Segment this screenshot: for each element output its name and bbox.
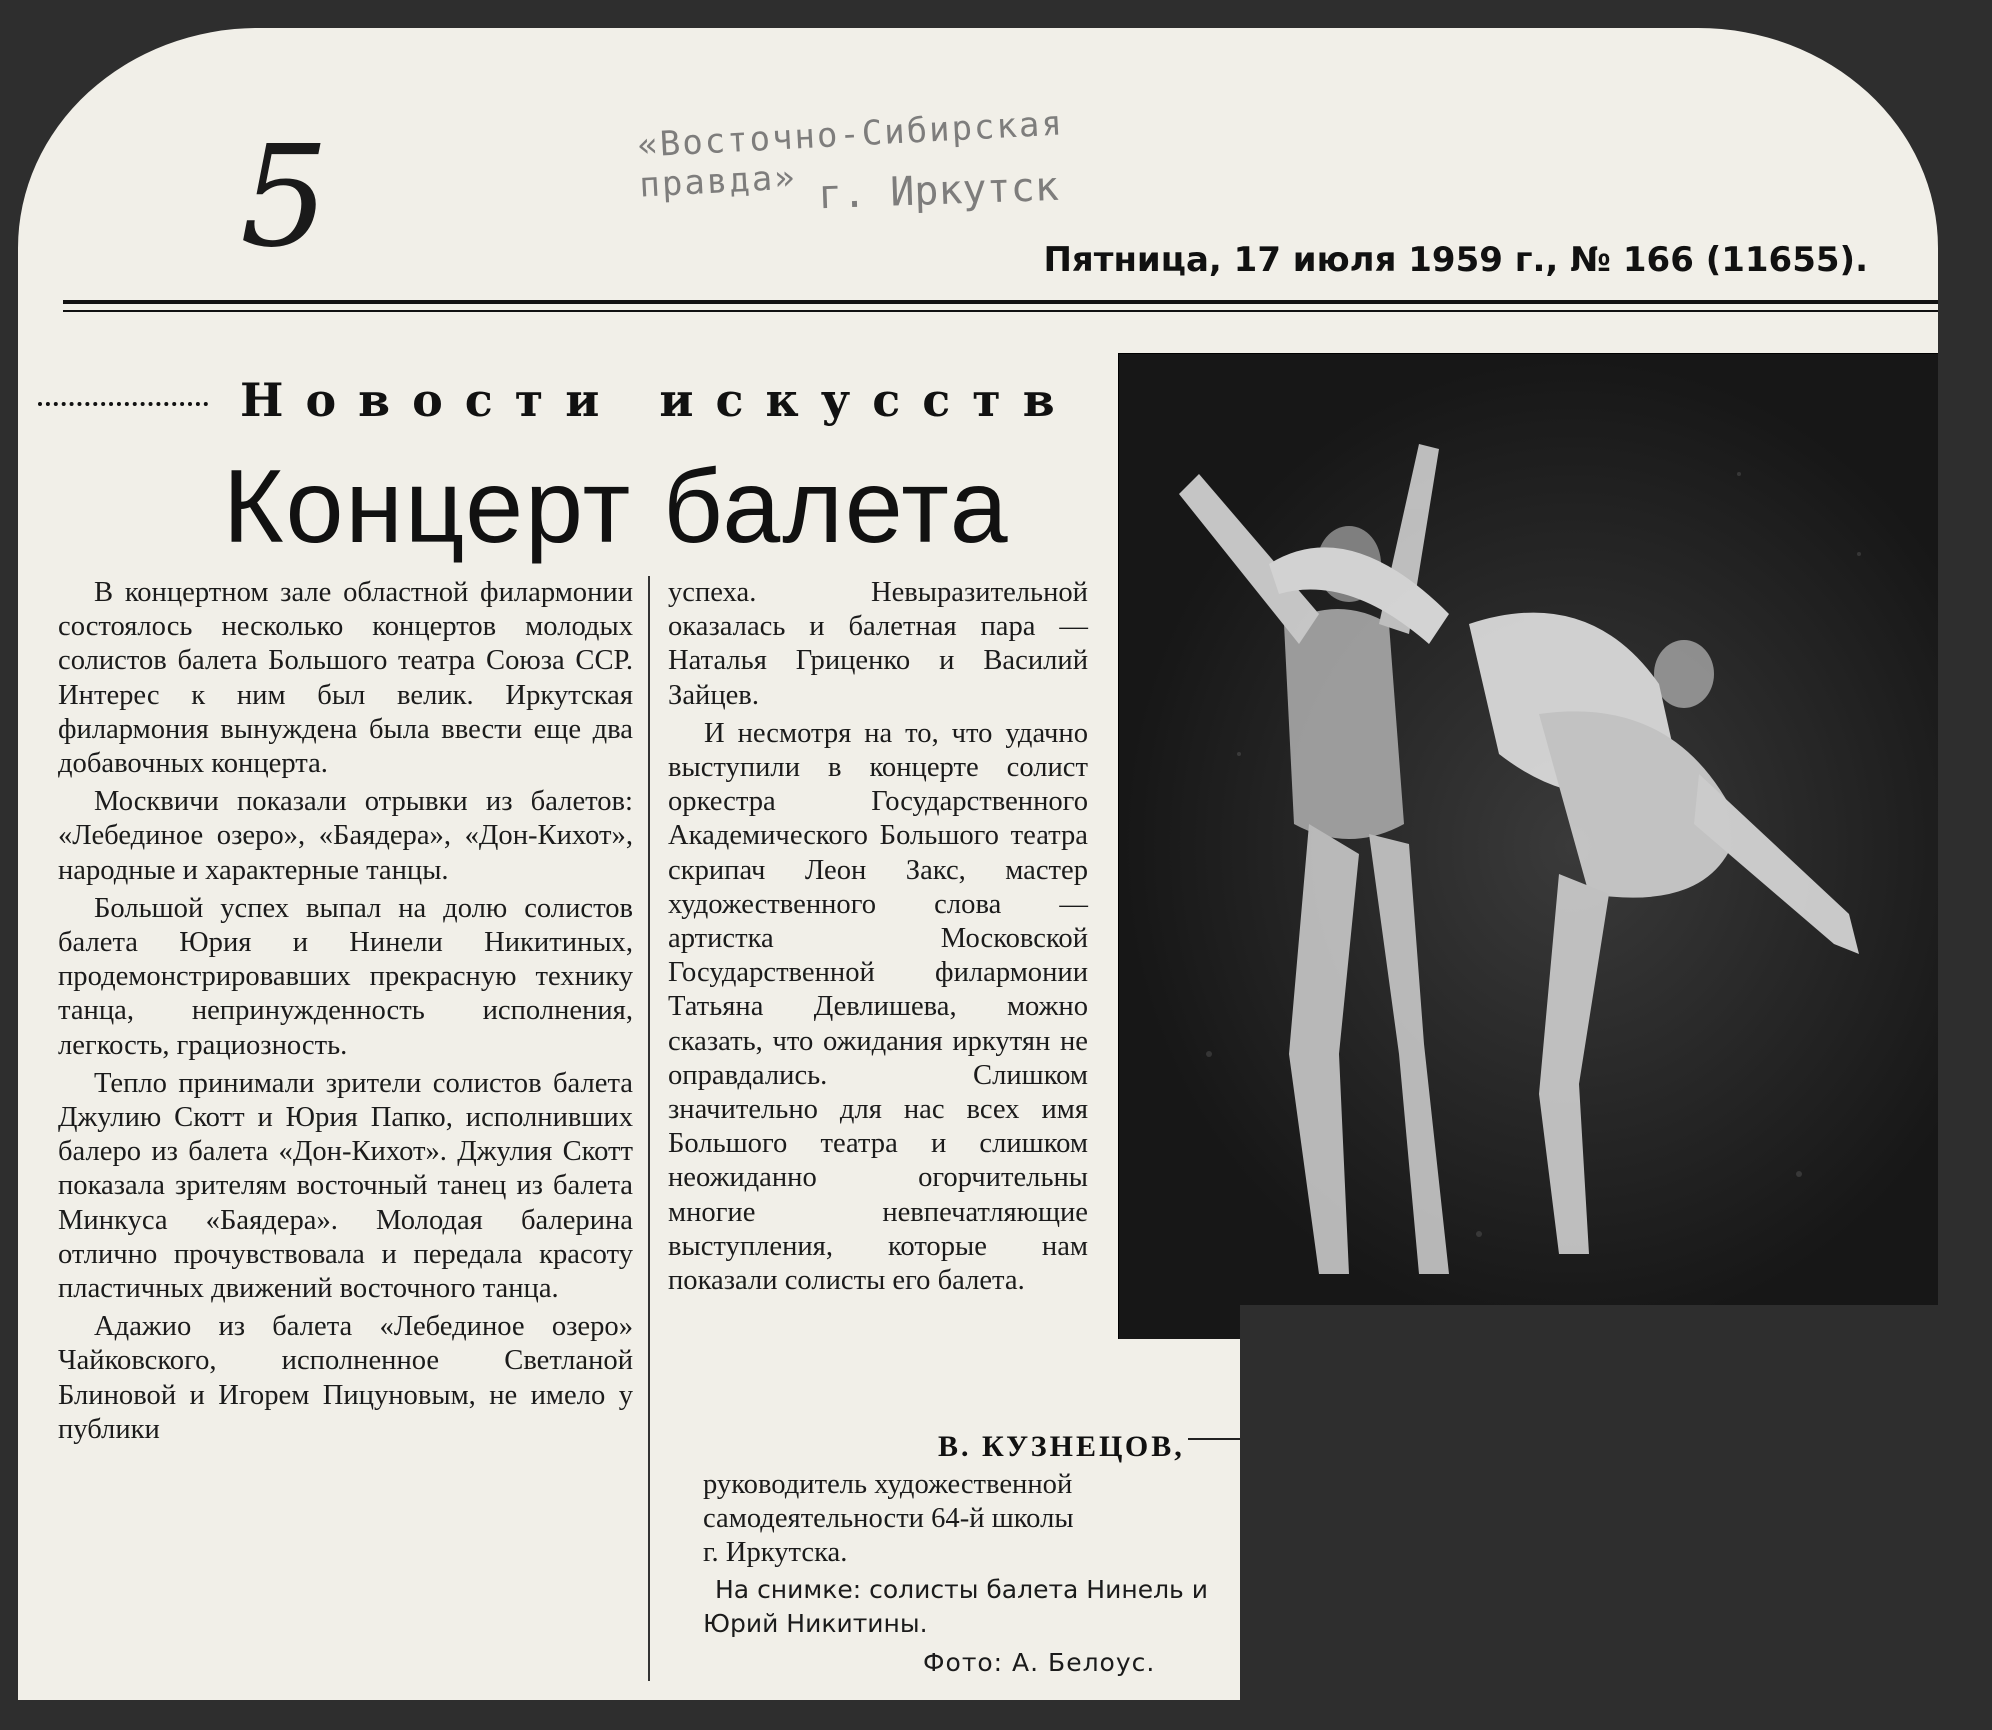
author-role-line: г. Иркутска. bbox=[703, 1537, 848, 1568]
paragraph: В концертном зале областной филармонии состоялось несколько концертов молодых солистов балета Большого театра Союза ССР. Интерес к ним был велик. Иркутская филармония вынуждена была ввести еще два добавочных концерта. bbox=[58, 577, 633, 780]
background-corner bbox=[1240, 1305, 1992, 1730]
caption-text: На снимке: солисты балета Нинель и Юрий Никитины. bbox=[703, 1575, 1208, 1638]
issue-dateline: Пятница, 17 июля 1959 г., № 166 (11655). bbox=[1043, 240, 1868, 280]
signature-rule bbox=[1188, 1438, 1248, 1440]
paragraph: Адажио из балета «Лебединое озеро» Чайковского, исполненное Светланой Блиновой и Игорем Пицуновым, не имело у публики bbox=[58, 1311, 633, 1445]
author-role bbox=[703, 1468, 1213, 1570]
paragraph: Тепло принимали зрители солистов балета Джулию Скотт и Юрия Папко, исполнивших балеро из балета «Дон-Кихот». Джулия Скотт показала зрителям восточный танец из балета Минкуса «Баядера». Молодая балерина отлично прочувствовала и передала красоту пластичных движений восточного танца. bbox=[58, 1067, 633, 1305]
rubric-title: Новости искусств bbox=[240, 373, 1077, 427]
paragraph: И несмотря на то, что удачно выступили в концерте солист оркестра Государственного Академического Большого театра скрипач Леон Закс, мастер художественного слова — артистка Московской Государственной филармонии Татьяна Девлишева, можно сказать, что ожидания иркутян не оправдались. Слишком значительно для нас всех имя Большого театра и слишком неожиданно огорчительны многие невпечатляющие выступления, которые нам показали солисты его балета. bbox=[668, 717, 1088, 1297]
stamp-city: г. Иркутск bbox=[817, 163, 1060, 219]
article-column-2 bbox=[668, 576, 1088, 1302]
rubric-ornament bbox=[38, 394, 208, 406]
stamp-newspaper-name: «Восточно-Сибирская правда» bbox=[636, 103, 1065, 206]
paragraph: успеха. Невыразительной оказалась и балетная пара — Наталья Гриценко и Василий Зайцев. bbox=[668, 577, 1088, 711]
ballet-photo bbox=[1118, 353, 1938, 1339]
photo-caption bbox=[703, 1573, 1243, 1641]
handwritten-number: 5 bbox=[240, 116, 330, 279]
article-column-1 bbox=[58, 576, 633, 1451]
author-role-line: руководитель художественной bbox=[703, 1469, 1073, 1500]
article-headline: Концерт балета bbox=[223, 449, 1010, 565]
paragraph: Большой успех выпал на долю солистов балета Юрия и Нинели Никитиных, продемонстрировавших прекрасную технику танца, непринужденность исполнения, легкость, грациозность. bbox=[58, 892, 633, 1061]
author-role-line: самодеятельности 64-й школы bbox=[703, 1503, 1074, 1534]
paragraph: Москвичи показали отрывки из балетов: «Лебединое озеро», «Баядера», «Дон-Кихот», народные и характерные танцы. bbox=[58, 786, 633, 886]
photo-credit: Фото: А. Белоус. bbox=[923, 1648, 1156, 1677]
header-rule-thin bbox=[63, 310, 1938, 312]
author-name: В. КУЗНЕЦОВ, bbox=[938, 1430, 1185, 1463]
column-divider bbox=[648, 576, 650, 1681]
header-rule bbox=[63, 300, 1938, 304]
dancers-illustration bbox=[1119, 354, 1938, 1339]
